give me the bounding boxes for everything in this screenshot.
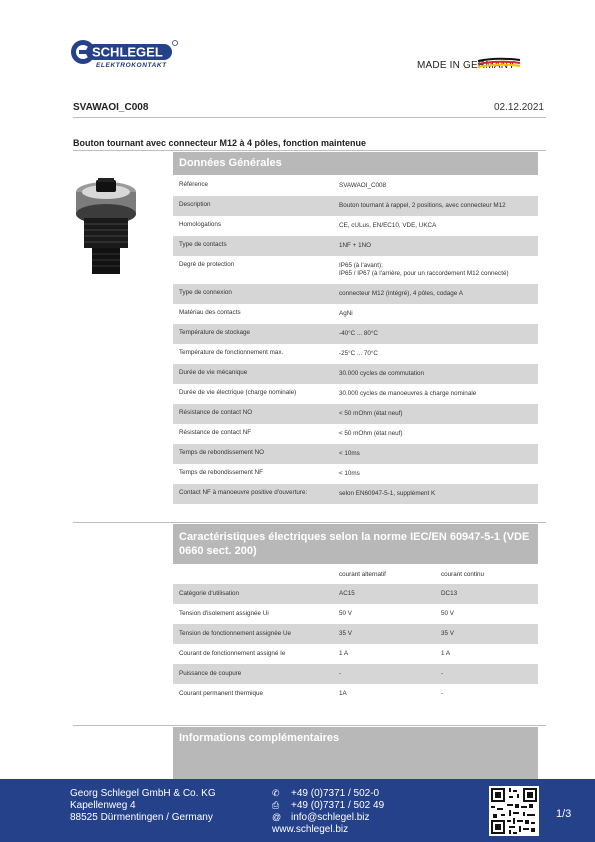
row-label: Température de fonctionnement max. xyxy=(179,349,284,356)
table-row xyxy=(173,644,538,664)
table-row xyxy=(173,664,538,684)
row-value-dc: - xyxy=(441,670,444,677)
table-header-row xyxy=(173,566,538,584)
phone-icon: ✆ xyxy=(272,788,280,798)
table-row xyxy=(173,284,538,304)
at-icon: @ xyxy=(272,812,282,822)
table-row xyxy=(173,584,538,604)
website-link[interactable]: www.schlegel.biz xyxy=(272,824,349,835)
table-row xyxy=(173,604,538,624)
row-value-ac: 1A xyxy=(339,690,347,697)
table-row xyxy=(173,324,538,344)
row-label: Temps de rebondissement NF xyxy=(179,469,263,476)
row-label: Contact NF à manoeuvre positive d'ouverture: xyxy=(179,489,308,496)
table-row xyxy=(173,256,538,284)
fax-icon: ⎙ xyxy=(272,800,280,810)
row-value: < 50 mOhm (état neuf) xyxy=(339,410,403,417)
column-header-ac: courant alternatif xyxy=(339,571,386,578)
row-value-line2: IP65 / IP67 (à l'arrière, pour un raccordement M12 connecté) xyxy=(339,270,509,277)
row-label: Durée de vie mécanique xyxy=(179,369,248,376)
table-row xyxy=(173,384,538,404)
row-value: IP65 (à l'avant); xyxy=(339,262,383,269)
row-label: Type de contacts xyxy=(179,241,227,248)
row-label: Description xyxy=(179,201,211,208)
company-name: Georg Schlegel GmbH & Co. KG xyxy=(70,788,216,799)
product-title: Bouton tournant avec connecteur M12 à 4 pôles, fonction maintenue xyxy=(73,138,367,148)
table-row xyxy=(173,364,538,384)
made-in-label: MADE IN GERMANY xyxy=(417,60,516,71)
row-value-dc: - xyxy=(441,690,444,697)
row-value: selon EN60947-5-1, supplément K xyxy=(339,490,436,497)
row-value: connecteur M12 (intégré), 4 pôles, codage A xyxy=(339,290,463,297)
row-label: Temps de rebondissement NO xyxy=(179,449,265,456)
document-id: SVAWAOI_C008 xyxy=(73,102,149,113)
row-label: Référence xyxy=(179,181,209,188)
section-header-general: Données Générales xyxy=(173,152,538,175)
row-label: Courant permanent thermique xyxy=(179,690,264,697)
row-value: < 10ms xyxy=(339,470,360,477)
row-value: 30.000 cycles de manoeuvres à charge nominale xyxy=(339,390,477,397)
table-row xyxy=(173,216,538,236)
table-row xyxy=(173,196,538,216)
table-row xyxy=(173,424,538,444)
row-value-dc: 35 V xyxy=(441,630,454,637)
row-value: -40°C ... 80°C xyxy=(339,330,378,337)
row-value: -25°C ... 70°C xyxy=(339,350,378,357)
table-row xyxy=(173,684,538,704)
row-label: Température de stockage xyxy=(179,329,251,336)
row-value: AgNi xyxy=(339,310,353,317)
row-value: 30.000 cycles de commutation xyxy=(339,370,425,377)
product-image xyxy=(70,178,142,280)
row-label: Puissance de coupure xyxy=(179,670,242,677)
row-value-dc: 1 A xyxy=(441,650,451,657)
german-flag-swoosh xyxy=(476,56,522,70)
row-label: Résistance de contact NF xyxy=(179,429,252,436)
fax-number: +49 (0)7371 / 502 49 xyxy=(291,800,385,811)
phone-number[interactable]: +49 (0)7371 / 502-0 xyxy=(291,788,380,799)
row-label: Homologations xyxy=(179,221,222,228)
section-header-info: Informations complémentaires xyxy=(173,727,538,779)
table-row xyxy=(173,304,538,324)
table-row xyxy=(173,444,538,464)
row-label: Résistance de contact NO xyxy=(179,409,253,416)
row-label: Catégorie d'utilisation xyxy=(179,590,240,597)
row-label: Durée de vie électrique (charge nominale) xyxy=(179,389,297,396)
row-value: 1NF + 1NO xyxy=(339,242,372,249)
divider xyxy=(73,150,546,151)
table-row xyxy=(173,404,538,424)
row-value: < 10ms xyxy=(339,450,360,457)
divider xyxy=(73,117,546,118)
section-header-electrical: Caractéristiques électriques selon la norme IEC/EN 60947-5-1 (VDE 0660 sect. 200) xyxy=(173,524,538,564)
row-label: Degré de protection xyxy=(179,261,235,268)
row-value: CE, cULus, EN/EC10, VDE, UKCA xyxy=(339,222,437,229)
logo-subtitle: ELEKTROKONTAKT xyxy=(96,62,167,69)
row-label: Tension d'isolement assignée Ui xyxy=(179,610,269,617)
row-value-ac: 50 V xyxy=(339,610,352,617)
row-label: Type de connexion xyxy=(179,289,232,296)
table-row xyxy=(173,464,538,484)
row-value-ac: 1 A xyxy=(339,650,349,657)
column-header-dc: courant continu xyxy=(441,571,485,578)
qr-code[interactable] xyxy=(489,786,539,836)
row-value-ac: 35 V xyxy=(339,630,352,637)
email-link[interactable]: info@schlegel.biz xyxy=(291,812,370,823)
table-row xyxy=(173,344,538,364)
row-label: Courant de fonctionnement assigné Ie xyxy=(179,650,286,657)
row-value-dc: DC13 xyxy=(441,590,458,597)
company-city: 88525 Dürmentingen / Germany xyxy=(70,812,213,823)
divider xyxy=(73,725,546,726)
row-value: SVAWAOI_C008 xyxy=(339,182,387,189)
table-row xyxy=(173,176,538,196)
row-value: Bouton tournant à rappel, 2 positions, avec connecteur M12 xyxy=(339,202,506,209)
page-number: 1/3 xyxy=(556,808,572,820)
table-row xyxy=(173,484,538,504)
logo-text: SCHLEGEL xyxy=(92,44,163,60)
document-date: 02.12.2021 xyxy=(493,102,544,113)
row-value-dc: 50 V xyxy=(441,610,454,617)
table-row xyxy=(173,236,538,256)
row-value-ac: AC15 xyxy=(339,590,355,597)
row-label: Matériau des contacts xyxy=(179,309,241,316)
row-label: Tension de fonctionnement assignée Ue xyxy=(179,630,292,637)
divider xyxy=(73,522,546,523)
company-street: Kapellenweg 4 xyxy=(70,800,136,811)
table-row xyxy=(173,624,538,644)
row-value-ac: - xyxy=(339,670,342,677)
row-value: < 50 mOhm (état neuf) xyxy=(339,430,403,437)
